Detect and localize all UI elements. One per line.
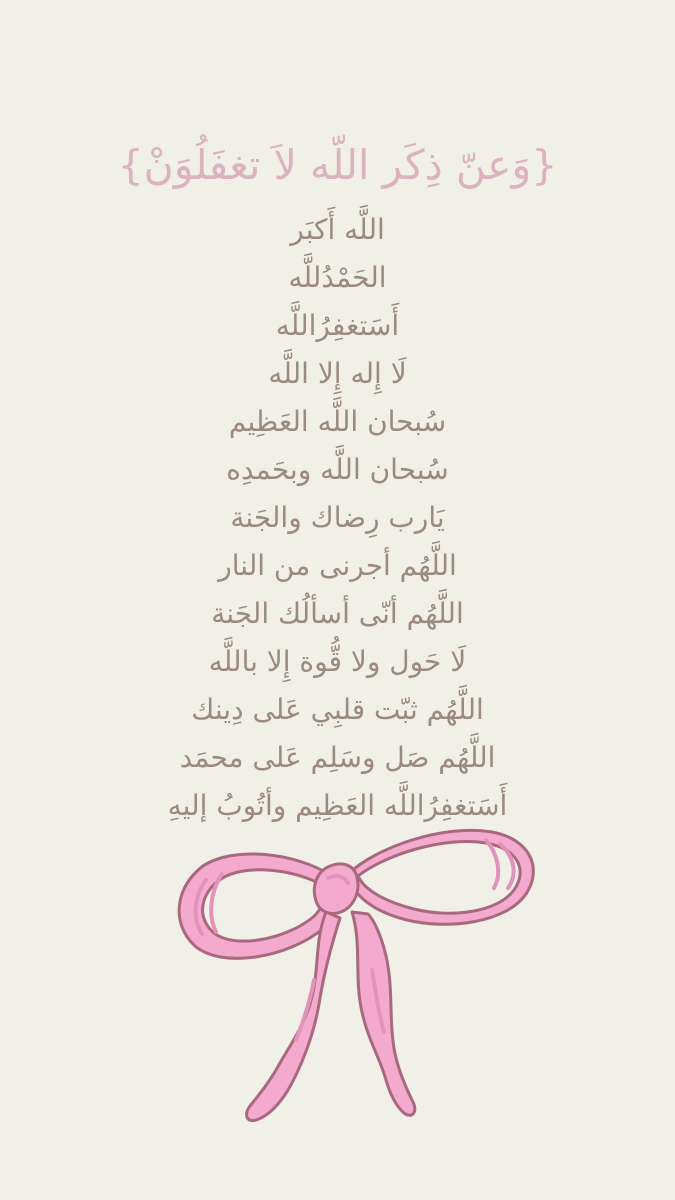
pink-ribbon-bow-illustration [0, 820, 675, 1160]
dhikr-line: سُبحان اللَّه العَظِيم [228, 405, 447, 438]
dhikr-line: لَا حَول ولا قُّوة إِلا باللَّه [208, 645, 467, 678]
bow-right-tail [352, 912, 415, 1115]
dhikr-line: يَارب رِضاك والجَنة [230, 501, 445, 534]
dhikr-line: سُبحان اللَّه وبحَمدِه [226, 453, 449, 486]
dhikr-line: الحَمْدُللَّه [288, 261, 387, 294]
bow-right-loop [348, 830, 533, 924]
dhikr-line: اللَّهُم ثبّت قلبِي عَلى دِينك [191, 693, 484, 726]
bow-left-loop [179, 854, 334, 958]
dhikr-line: أَسَتغفِرُاللَّه [275, 309, 400, 342]
dhikr-line: اللَّهُم أنّى أسألُك الجَنة [211, 597, 464, 630]
dhikr-line: لَا إِله إِلا اللَّه [268, 357, 407, 390]
dhikr-line: اللَّهُم صَل وسَلِم عَلى محمَد [179, 741, 496, 774]
dhikr-line: اللَّه أَكبَر [290, 213, 385, 246]
bow-knot [314, 864, 358, 914]
dhikr-list [0, 206, 675, 830]
dhikr-line: اللَّهُم أجرنى من النار [218, 549, 457, 582]
page-title: {وَعنّ ذِكَر اللّه لاَ تغفَلُوَنْ} [117, 141, 558, 189]
dhikr-line: أَسَتغفِرُاللَّه العَظِيم وأتُوبُ إليهِ [167, 789, 508, 822]
